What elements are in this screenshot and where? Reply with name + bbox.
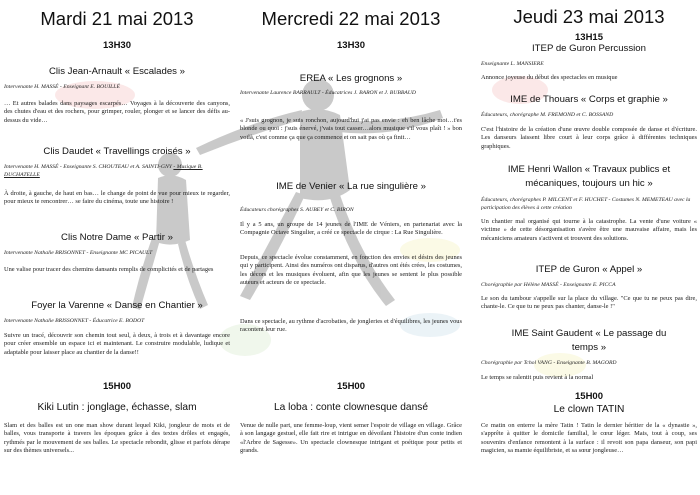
event-title: Foyer la Varenne « Danse en Chantier » bbox=[31, 300, 203, 311]
event-credits-music: - Musique B. DUCHATELLE bbox=[4, 164, 203, 178]
event-description: Slam et des balles est un one man show durant lequel Kiki, jongleur de mots et de balles, vous transporte à travers les époques grâce à des textes drôles et engagés, rythmés par le mouvement de ses balles. Le spectacle rebondit, glisse et parfois dérape sur des thèmes universels... bbox=[4, 422, 230, 455]
event-description: Il y a 5 ans, un groupe de 14 jeunes de l'IME de Véniers, en partenariat avec la Compagnie Octave Singulier, a créé ce spectacle de cirque : La Rue Singulière. bbox=[240, 221, 462, 237]
event-title: IME de Venier « La rue singulière » bbox=[276, 181, 426, 192]
event-title: ITEP de Guron « Appel » bbox=[535, 264, 643, 275]
event-credits bbox=[4, 164, 230, 179]
event-credits: Intervenante Nathalie BRISSONNET - Éducatrice E. BODOT bbox=[4, 318, 145, 324]
event-description: « J'suis grognon, je suis ronchon, aujourd'hui j'ai pas envie : eh ben lâche moi…t'es blonde ou quoi : j'suis énervé, j'vais tout casser…alors musique s'il vous plaît ! » bon voilà, c'est comme ça que ça commence et on sait pas où ça finit… bbox=[240, 117, 462, 141]
event-title: temps » bbox=[571, 342, 607, 353]
event-credits: Enseignante L. MANSIERE bbox=[481, 61, 544, 67]
event-description: Le son du tambour s'appelle sur la place du village. "Ce que tu ne peux pas dire, chante-le. Ce que tu ne peux pas chanter, danse-le !" bbox=[481, 295, 697, 311]
event-title: Kiki Lutin : jonglage, échasse, slam bbox=[37, 402, 197, 413]
event-credits-main: Intervenante H. MASSÉ - Enseignante S. CHOUTEAU et A. SAINTI-GNY bbox=[4, 164, 172, 170]
event-description: C'est l'histoire de la création d'une œuvre double composée de danse et d'écriture. Les danseurs laissent libre court à leur corps grâce à différentes techniques graphiques. bbox=[481, 126, 697, 150]
event-credits: Éducateurs, chorégraphes P. MILCENT et F. HUCHET - Costumes N. MEMETEAU avec la participation des élèves à cette création bbox=[481, 197, 691, 211]
event-title: Clis Jean-Arnault « Escalades » bbox=[49, 66, 185, 77]
event-title: La loba : conte clownesque dansé bbox=[273, 402, 429, 413]
event-credits: Chorégraphie par Tchol VANG - Enseignante B. MAGORD bbox=[481, 360, 617, 366]
event-credits: Éducateurs chorégraphes S. AUBEY et C. BIRON bbox=[240, 207, 354, 213]
event-description: Un chantier mal organisé qui tourne à la catastrophe. La vente d'une voiture « victime » de cette désorganisation s'avère être une mauvaise affaire, mais les mécaniciens amateurs s'activent et trouvent des solutions. bbox=[481, 218, 697, 242]
event-description: Suivre un tracé, découvrir son chemin tout seul, à deux, à trois et à davantage encore pour créer ensemble un espace ici et maintenant. Le construire modulable, ludique et adaptable pour laisser place au chantier de la danse!! bbox=[4, 332, 230, 356]
event-credits: Intervenante H. MASSÉ - Enseignant E. BOUILLÉ bbox=[4, 84, 120, 90]
event-credits: Chorégraphie par Hélène MASSÉ - Enseignante E. PICCA bbox=[481, 282, 616, 288]
event-credits: Intervenante Laurence BARRAULT - Éducatrices J. BARON et J. BUBBAUD bbox=[240, 90, 416, 96]
day-column-thursday bbox=[481, 0, 697, 495]
day-column-tuesday bbox=[4, 0, 230, 495]
event-description: Une valise pour tracer des chemins dansants remplis de complicités et de partages bbox=[4, 266, 214, 273]
event-description: Le temps se ralentit puis revient à la normal bbox=[481, 374, 594, 381]
event-description: Venue de nulle part, une femme-loup, vient semer l'espoir de village en village. Grâce à son langage gestuel, elle fait rire et intrigue en dévoilant l'histoire d'un conte indien «l'Arbre de Sagesse». Un spectacle clownesque intrigant et poétique pour petits et grands. bbox=[240, 422, 462, 455]
event-title: Clis Daudet « Travellings croisés » bbox=[43, 146, 191, 157]
event-title: EREA « Les grognons » bbox=[299, 73, 403, 84]
day-heading: Mardi 21 mai 2013 bbox=[40, 8, 194, 29]
event-description: Annonce joyeuse du début des spectacles en musique bbox=[481, 74, 618, 81]
event-credits: Éducateurs, chorégraphe M. FREMOND et C. BOSSAND bbox=[481, 112, 614, 118]
day-heading: Mercredi 22 mai 2013 bbox=[261, 8, 441, 29]
time-slot: 13H30 bbox=[103, 40, 131, 51]
event-title: Clis Notre Dame « Partir » bbox=[61, 232, 173, 243]
event-title: IME Henri Wallon « Travaux publics et bbox=[507, 164, 671, 175]
time-slot: 15H00 bbox=[337, 381, 365, 392]
time-slot: 15H00 bbox=[103, 381, 131, 392]
time-slot: 13H15 bbox=[575, 32, 603, 43]
event-description: … Et autres balades dans paysages escarpés… Voyages à la découverte des canyons, des chutes d'eau et des rochers, pour grimper, rouler, plonger et se lancer des défis au-dessus du vide… bbox=[4, 100, 230, 124]
event-description: À droite, à gauche, de haut en bas… le change de point de vue pour mieux te regarder, pour mieux te rencontrer… se faire du cinéma, toute une histoire ! bbox=[4, 190, 230, 206]
day-heading: Jeudi 23 mai 2013 bbox=[513, 6, 665, 27]
event-title: IME Saint Gaudent « Le passage du bbox=[511, 328, 667, 339]
time-slot: 15H00 bbox=[575, 391, 603, 402]
event-title: IME de Thouars « Corps et graphie » bbox=[510, 94, 668, 105]
event-title: mécaniques, toujours un hic » bbox=[525, 178, 653, 189]
time-slot: 13H30 bbox=[337, 40, 365, 51]
event-description: Dans ce spectacle, au rythme d'acrobaties, de jongleries et d'équilibres, les jeunes vous racontent leur rue. bbox=[240, 318, 462, 334]
event-description: Ce matin on enterre la mère Tatin ! Tatin le dernier héritier de la « dynastie », s'apprête à quitter le domicile familial, le cœur léger. Mais, tout à coup, ses souvenirs d'enfance remontent à la surface : il revoit son papa danseur, son papi magicien, sa mamie équilibriste, et sa sœur jongleuse… bbox=[481, 422, 697, 455]
day-column-wednesday bbox=[240, 0, 462, 495]
event-description: Depuis, ce spectacle évolue constamment, en fonction des envies et désirs des jeunes qui y participent. Ainsi des numéros ont disparus, d'autres ont étés crées, les costumes, les décors et les musiques évoluent, afin que les jeunes se sentent le plus possible auteurs et acteurs de ce spectacle. bbox=[240, 254, 462, 287]
event-credits: Intervenante Nathalie BRISONNET - Enseignante MC PICAULT bbox=[4, 250, 153, 256]
event-title: ITEP de Guron Percussion bbox=[532, 43, 646, 54]
event-title: Le clown TATIN bbox=[553, 404, 625, 415]
